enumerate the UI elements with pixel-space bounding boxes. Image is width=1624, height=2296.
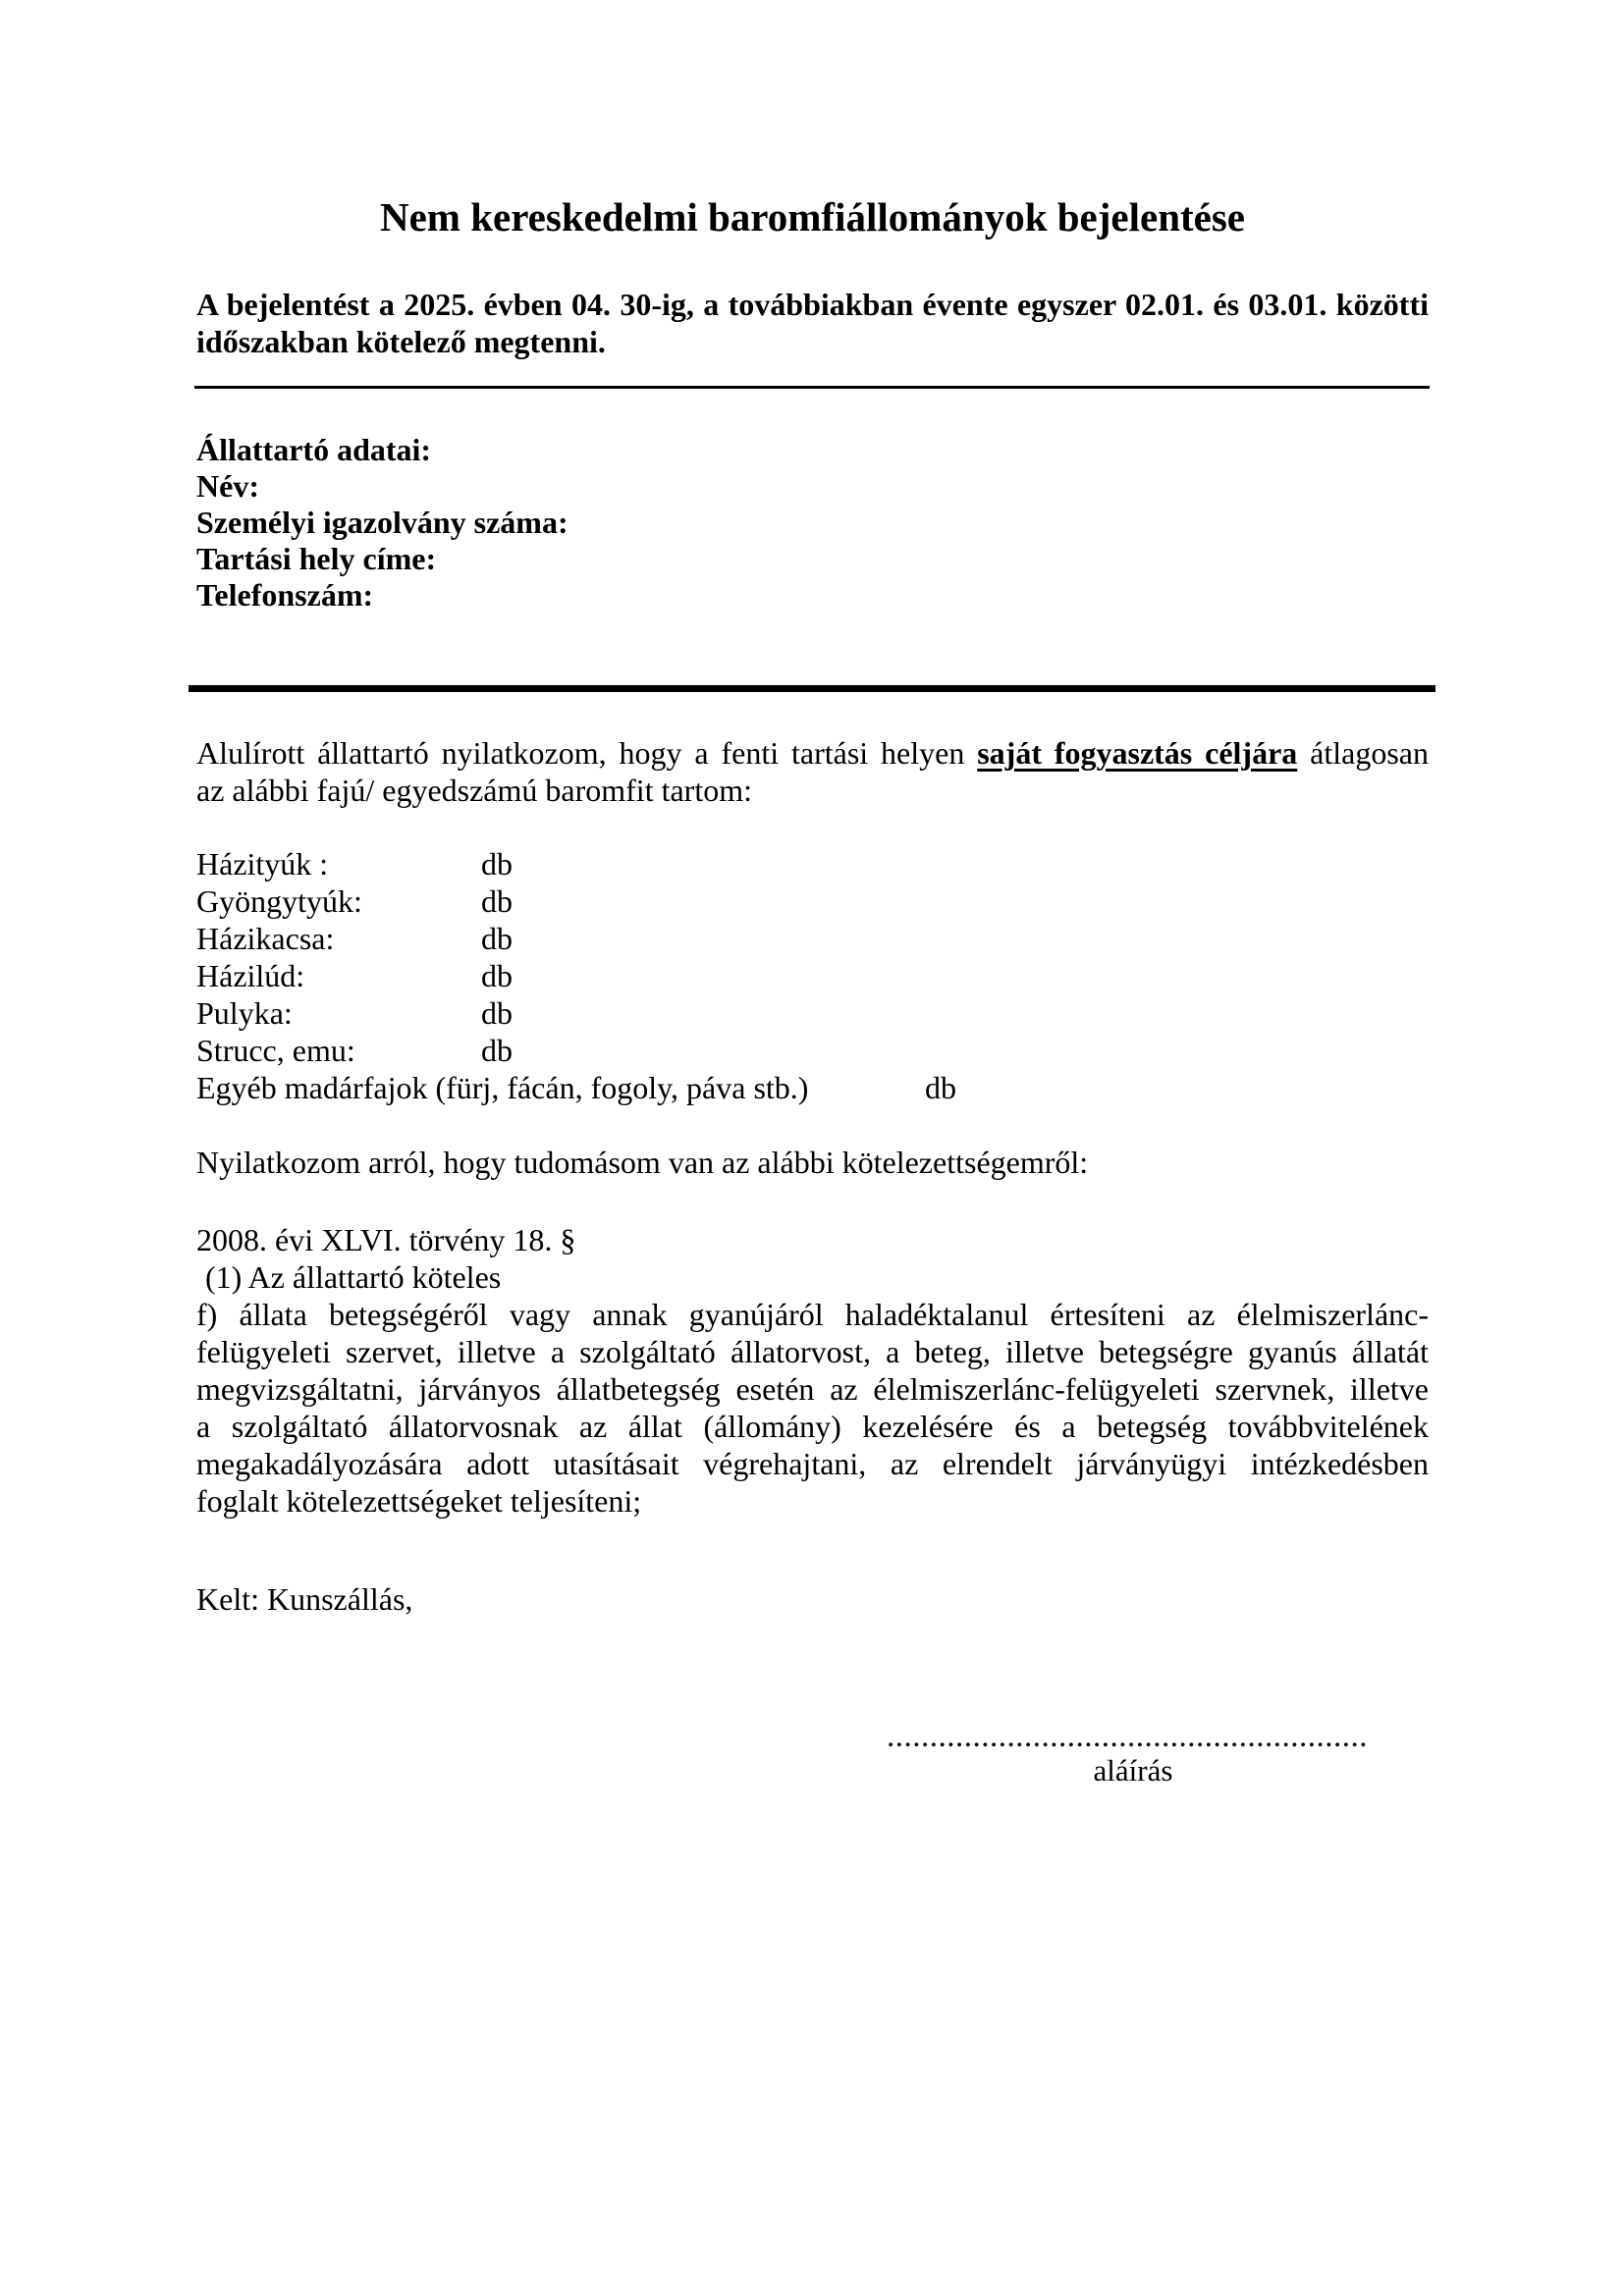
poultry-label: Házilúd:: [196, 958, 305, 993]
poultry-label: Strucc, emu:: [196, 1033, 355, 1068]
poultry-row-hazikacsa: [196, 920, 1429, 957]
poultry-label: Pulyka:: [196, 995, 293, 1031]
law-text-line: f) állata betegségéről vagy annak gyanújáról haladéktalanul értesíteni az élelmiszerlánc-: [196, 1297, 1429, 1332]
poultry-unit: db: [481, 846, 513, 881]
poultry-label: Házikacsa:: [196, 921, 335, 956]
poultry-row-strucc-emu: [196, 1032, 1429, 1069]
declaration-emphasis: saját fogyasztás céljára: [977, 735, 1298, 771]
law-text-line: megvizsgáltatni, járványos állatbetegség esetén az élelmiszerlánc-felügyeleti szervnek, illetve: [196, 1371, 1429, 1407]
owner-heading: Állattartó adatai:: [196, 432, 432, 467]
poultry-row-pulyka: [196, 994, 1429, 1032]
law-text-paragraph: [196, 1296, 1429, 1520]
law-text-line: megakadályozására adott utasításait végrehajtani, az elrendelt járványügyi intézkedésben: [196, 1446, 1429, 1481]
law-text-line: felügyeleti szervet, illetve a szolgáltató állatorvost, a beteg, illetve betegségre gyanús állatát: [196, 1334, 1429, 1369]
signature-dotted-line: ........................................................: [887, 1720, 1368, 1753]
signature-block: [887, 1720, 1380, 1789]
divider-thin: [194, 386, 1430, 389]
law-text-line: a szolgáltató állatorvosnak az állat (állomány) kezelésére és a betegség továbbvitelének: [196, 1409, 1429, 1444]
poultry-label: Házityúk :: [196, 846, 329, 881]
poultry-row-egyeb-madarfajok: [196, 1069, 1429, 1106]
declaration-line2: az alábbi fajú/ egyedszámú baromfit tartom:: [196, 773, 752, 808]
divider-thick: [189, 685, 1435, 692]
owner-section: [196, 432, 1429, 614]
poultry-label: Egyéb madárfajok (fürj, fácán, fogoly, páva stb.): [196, 1070, 809, 1105]
poultry-list: [196, 845, 1429, 1106]
poultry-unit: db: [481, 995, 513, 1031]
date-line: Kelt: Kunszállás,: [196, 1581, 413, 1617]
law-intro-line: (1) Az állattartó köteles: [205, 1259, 502, 1295]
owner-field-szemelyi-igazolvany: Személyi igazolvány száma:: [196, 505, 568, 540]
law-reference: 2008. évi XLVI. törvény 18. §: [196, 1222, 576, 1257]
poultry-unit: db: [481, 921, 513, 956]
owner-field-telefonszam: Telefonszám:: [196, 577, 374, 613]
intro-note-line1: A bejelentést a 2025. évben 04. 30-ig, a továbbiakban évente egyszer 02.01. és 03.01. közötti: [196, 287, 1429, 322]
declaration-paragraph: [196, 734, 1429, 809]
poultry-row-hazityuk: [196, 845, 1429, 882]
signature-label: aláírás: [1093, 1753, 1173, 1788]
poultry-unit: db: [925, 1070, 956, 1105]
declaration-line1-pre: Alulírott állattartó nyilatkozom, hogy a fenti tartási helyen: [196, 735, 978, 771]
intro-note: [196, 286, 1429, 360]
declaration-line1: [196, 734, 1429, 772]
poultry-unit: db: [481, 958, 513, 993]
owner-field-tartasi-hely: Tartási hely címe:: [196, 541, 437, 576]
intro-note-line2: időszakban kötelező megtenni.: [196, 324, 606, 359]
declaration-line1-post: átlagosan: [1297, 735, 1430, 771]
obligation-statement: Nyilatkozom arról, hogy tudomásom van az alábbi kötelezettségemről:: [196, 1145, 1089, 1180]
poultry-row-hazilud: [196, 957, 1429, 994]
poultry-row-gyongytyuk: [196, 882, 1429, 920]
poultry-label: Gyöngytyúk:: [196, 883, 362, 919]
owner-field-nev: Név:: [196, 468, 259, 504]
page-title: Nem kereskedelmi baromfiállományok bejelentése: [380, 194, 1245, 240]
poultry-unit: db: [481, 883, 513, 919]
poultry-unit: db: [481, 1033, 513, 1068]
law-text-line: foglalt kötelezettségeket teljesíteni;: [196, 1483, 642, 1519]
